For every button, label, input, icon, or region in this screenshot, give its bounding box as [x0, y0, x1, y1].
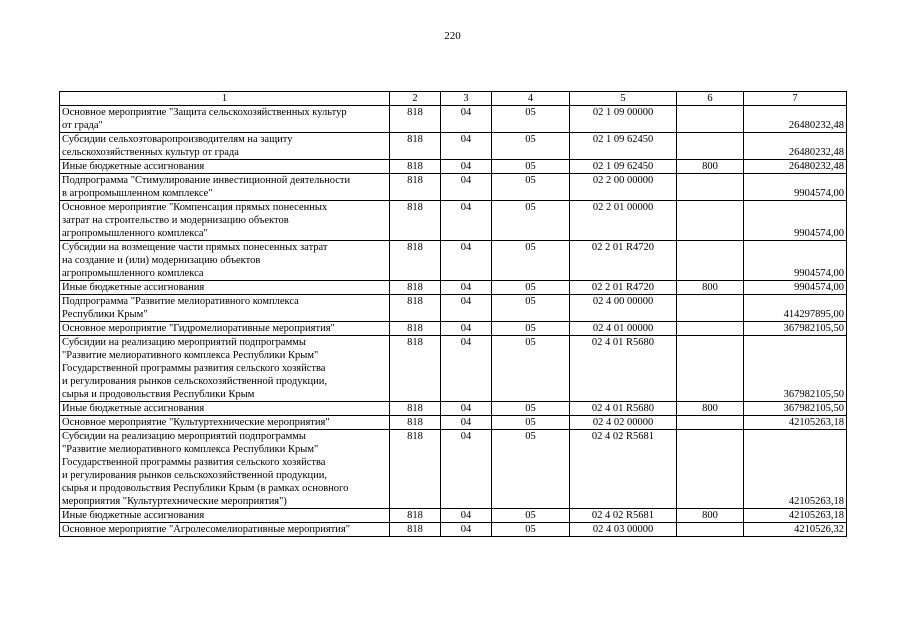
column-header: 7	[744, 92, 847, 106]
ministry-code: 818	[390, 295, 441, 322]
column-header: 6	[677, 92, 744, 106]
section-code: 04	[441, 241, 492, 281]
amount: 414297895,00	[744, 295, 847, 322]
table-row	[60, 336, 847, 402]
table-row	[60, 402, 847, 416]
section-code: 04	[441, 336, 492, 402]
target-code: 02 1 09 00000	[570, 106, 677, 133]
table-row	[60, 509, 847, 523]
target-code: 02 4 00 00000	[570, 295, 677, 322]
ministry-code: 818	[390, 523, 441, 537]
target-code: 02 4 01 00000	[570, 322, 677, 336]
expense-type-code	[677, 523, 744, 537]
expense-type-code	[677, 322, 744, 336]
target-code: 02 2 01 R4720	[570, 281, 677, 295]
subsection-code: 05	[492, 295, 570, 322]
expense-type-code	[677, 106, 744, 133]
table-row	[60, 322, 847, 336]
table-row	[60, 201, 847, 241]
expense-type-code	[677, 174, 744, 201]
expense-type-code	[677, 416, 744, 430]
expense-type-code: 800	[677, 509, 744, 523]
column-header: 2	[390, 92, 441, 106]
target-code: 02 4 02 R5681	[570, 430, 677, 509]
ministry-code: 818	[390, 402, 441, 416]
ministry-code: 818	[390, 201, 441, 241]
target-code: 02 2 01 00000	[570, 201, 677, 241]
row-name: Основное мероприятие "Защита сельскохозяйственных культур от града"	[60, 106, 390, 133]
subsection-code: 05	[492, 430, 570, 509]
ministry-code: 818	[390, 174, 441, 201]
section-code: 04	[441, 201, 492, 241]
ministry-code: 818	[390, 281, 441, 295]
ministry-code: 818	[390, 133, 441, 160]
expense-type-code: 800	[677, 281, 744, 295]
target-code: 02 1 09 62450	[570, 133, 677, 160]
section-code: 04	[441, 430, 492, 509]
table-row	[60, 295, 847, 322]
expense-type-code	[677, 133, 744, 160]
amount: 42105263,18	[744, 509, 847, 523]
section-code: 04	[441, 174, 492, 201]
subsection-code: 05	[492, 174, 570, 201]
amount: 367982105,50	[744, 402, 847, 416]
expense-type-code	[677, 336, 744, 402]
amount: 26480232,48	[744, 160, 847, 174]
row-name: Субсидии на реализацию мероприятий подпрограммы "Развитие мелиоративного комплекса Республики Крым" Государственной программы развития сельского хозяйства и регулирования рынков сельскохозяйственной продукции, сырья и продовольствия Республики Крым (в рамках основного мероприятия "Культуртехнические мероприятия")	[60, 430, 390, 509]
amount: 367982105,50	[744, 322, 847, 336]
section-code: 04	[441, 322, 492, 336]
section-code: 04	[441, 295, 492, 322]
section-code: 04	[441, 133, 492, 160]
subsection-code: 05	[492, 241, 570, 281]
column-header: 4	[492, 92, 570, 106]
ministry-code: 818	[390, 160, 441, 174]
amount: 4210526,32	[744, 523, 847, 537]
table-row	[60, 241, 847, 281]
target-code: 02 4 02 00000	[570, 416, 677, 430]
row-name: Иные бюджетные ассигнования	[60, 509, 390, 523]
target-code: 02 1 09 62450	[570, 160, 677, 174]
subsection-code: 05	[492, 201, 570, 241]
target-code: 02 4 01 R5680	[570, 336, 677, 402]
target-code: 02 2 01 R4720	[570, 241, 677, 281]
subsection-code: 05	[492, 322, 570, 336]
subsection-code: 05	[492, 106, 570, 133]
table-row	[60, 160, 847, 174]
row-name: Иные бюджетные ассигнования	[60, 402, 390, 416]
subsection-code: 05	[492, 160, 570, 174]
subsection-code: 05	[492, 336, 570, 402]
ministry-code: 818	[390, 416, 441, 430]
row-name: Субсидии на возмещение части прямых понесенных затрат на создание и (или) модернизацию объектов агропромышленного комплекса	[60, 241, 390, 281]
table-row	[60, 523, 847, 537]
amount: 9904574,00	[744, 281, 847, 295]
row-name: Основное мероприятие "Компенсация прямых понесенных затрат на строительство и модернизацию объектов агропромышленного комплекса"	[60, 201, 390, 241]
target-code: 02 4 01 R5680	[570, 402, 677, 416]
subsection-code: 05	[492, 133, 570, 160]
row-name: Основное мероприятие "Агролесомелиоративные мероприятия"	[60, 523, 390, 537]
section-code: 04	[441, 106, 492, 133]
table-row	[60, 174, 847, 201]
subsection-code: 05	[492, 523, 570, 537]
amount: 9904574,00	[744, 201, 847, 241]
amount: 42105263,18	[744, 416, 847, 430]
expense-type-code	[677, 430, 744, 509]
table-row	[60, 133, 847, 160]
subsection-code: 05	[492, 509, 570, 523]
amount: 367982105,50	[744, 336, 847, 402]
subsection-code: 05	[492, 281, 570, 295]
subsection-code: 05	[492, 416, 570, 430]
ministry-code: 818	[390, 241, 441, 281]
target-code: 02 4 02 R5681	[570, 509, 677, 523]
section-code: 04	[441, 160, 492, 174]
column-header: 5	[570, 92, 677, 106]
ministry-code: 818	[390, 322, 441, 336]
amount: 9904574,00	[744, 241, 847, 281]
budget-table	[59, 91, 847, 537]
expense-type-code: 800	[677, 402, 744, 416]
header-row	[60, 92, 847, 106]
row-name: Подпрограмма "Стимулирование инвестиционной деятельности в агропромышленном комплексе"	[60, 174, 390, 201]
amount: 26480232,48	[744, 133, 847, 160]
section-code: 04	[441, 416, 492, 430]
amount: 9904574,00	[744, 174, 847, 201]
ministry-code: 818	[390, 509, 441, 523]
ministry-code: 818	[390, 106, 441, 133]
page-number: 220	[444, 30, 461, 42]
row-name: Иные бюджетные ассигнования	[60, 160, 390, 174]
column-header: 3	[441, 92, 492, 106]
section-code: 04	[441, 281, 492, 295]
table-row	[60, 430, 847, 509]
ministry-code: 818	[390, 336, 441, 402]
target-code: 02 4 03 00000	[570, 523, 677, 537]
table-row	[60, 416, 847, 430]
column-header: 1	[60, 92, 390, 106]
section-code: 04	[441, 523, 492, 537]
row-name: Иные бюджетные ассигнования	[60, 281, 390, 295]
amount: 26480232,48	[744, 106, 847, 133]
section-code: 04	[441, 402, 492, 416]
ministry-code: 818	[390, 430, 441, 509]
row-name: Подпрограмма "Развитие мелиоративного комплекса Республики Крым"	[60, 295, 390, 322]
subsection-code: 05	[492, 402, 570, 416]
row-name: Субсидии сельхозтоваропроизводителям на защиту сельскохозяйственных культур от града	[60, 133, 390, 160]
table-row	[60, 281, 847, 295]
row-name: Основное мероприятие "Культуртехнические мероприятия"	[60, 416, 390, 430]
row-name: Субсидии на реализацию мероприятий подпрограммы "Развитие мелиоративного комплекса Республики Крым" Государственной программы развития сельского хозяйства и регулирования рынков сельскохозяйственной продукции, сырья и продовольствия Республики Крым	[60, 336, 390, 402]
expense-type-code: 800	[677, 160, 744, 174]
expense-type-code	[677, 295, 744, 322]
section-code: 04	[441, 509, 492, 523]
row-name: Основное мероприятие "Гидромелиоративные мероприятия"	[60, 322, 390, 336]
expense-type-code	[677, 201, 744, 241]
amount: 42105263,18	[744, 430, 847, 509]
table-row	[60, 106, 847, 133]
target-code: 02 2 00 00000	[570, 174, 677, 201]
expense-type-code	[677, 241, 744, 281]
